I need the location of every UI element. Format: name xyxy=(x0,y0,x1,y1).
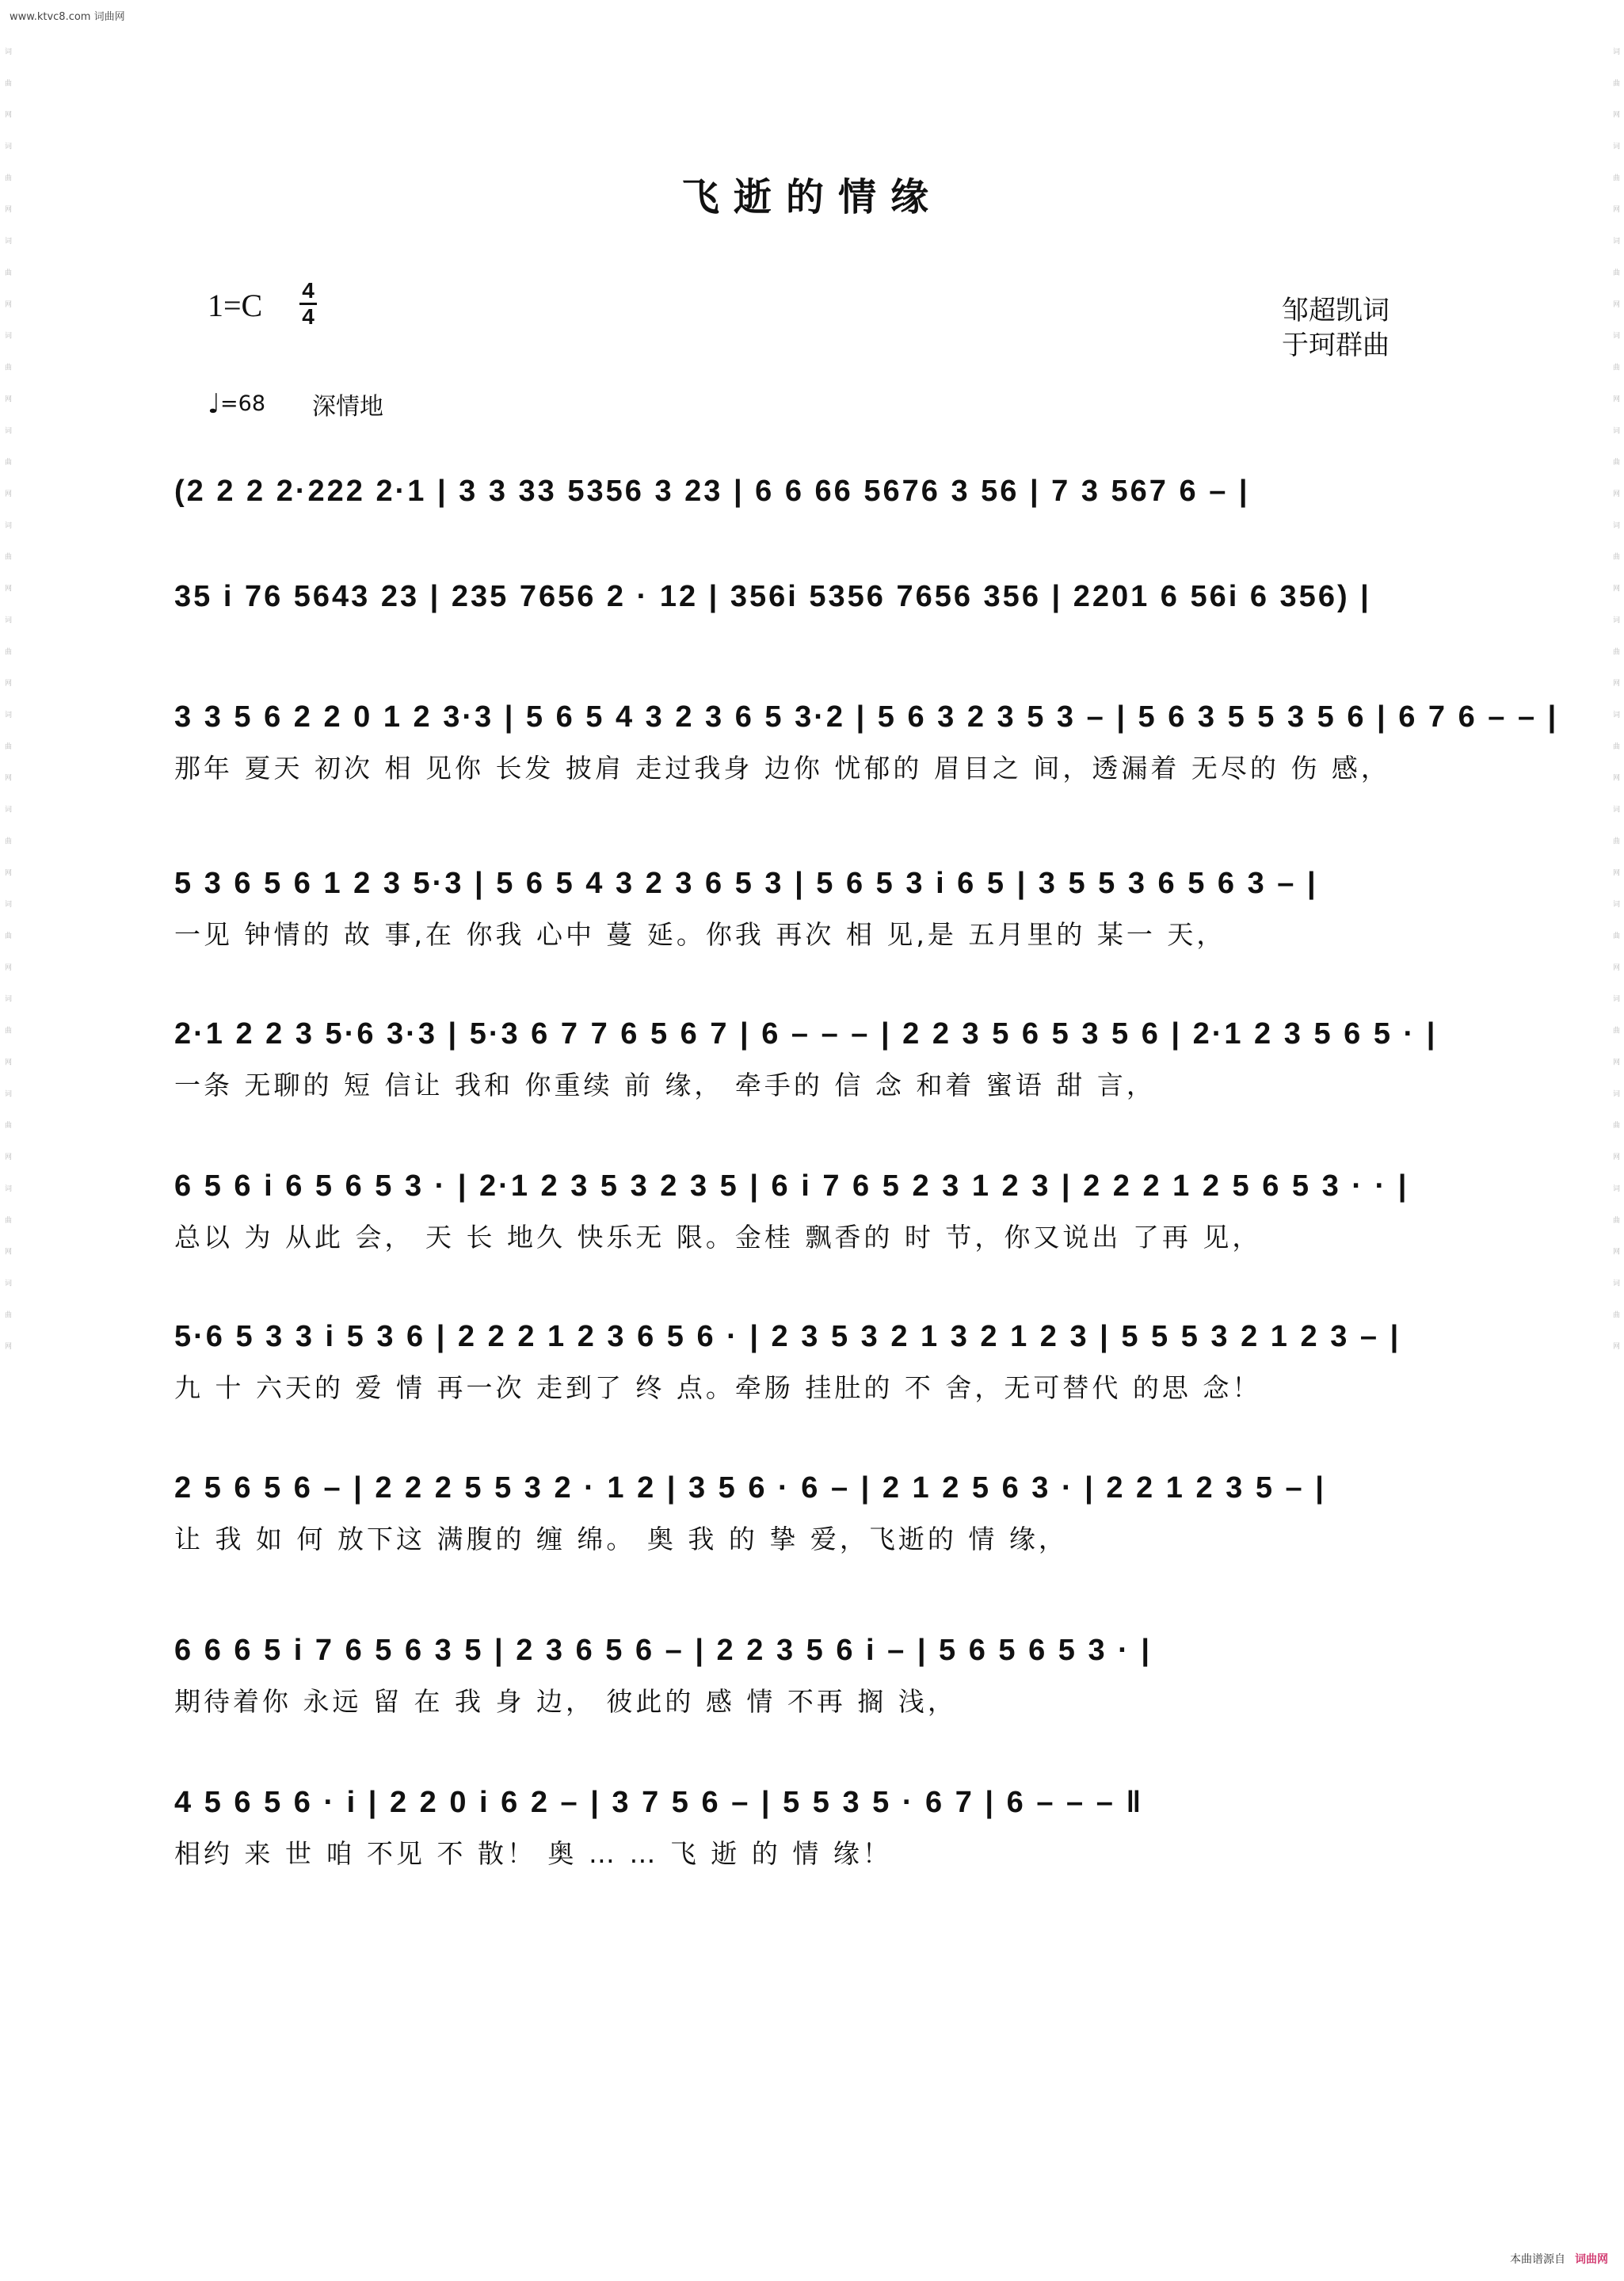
time-signature-bottom: 4 xyxy=(302,304,315,329)
tempo-bpm: =68 xyxy=(220,391,266,416)
notation-line xyxy=(174,1623,1451,1678)
tempo-marking xyxy=(208,388,265,420)
notation-text: 4 5 6 5 6 · i | 2 2 0 i 6 2 – | 3 7 5 6 – | 5 5 3 5 · 6 7 | 6 – – – ‖ xyxy=(174,1786,1144,1819)
notation-line xyxy=(174,1006,1451,1062)
song-title: 飞逝的情缘 xyxy=(680,175,943,219)
lyric-line: 期待着你 永远 留 在 我 身 边， 彼此的 感 情 不再 搁 浅， xyxy=(174,1686,957,1717)
notation-line xyxy=(174,1309,1451,1364)
lyric-line: 总以 为 从此 会， 天 长 地久 快乐无 限。金桂 飘香的 时 节，你又说出 了再 见， xyxy=(174,1222,1262,1253)
footer-brand[interactable]: 词曲网 xyxy=(1575,2253,1608,2266)
notation-line xyxy=(174,689,1559,745)
lyric-line: 那年 夏天 初次 相 见你 长发 披肩 走过我身 边你 忧郁的 眉目之 间，透漏着 无尽的 伤 感， xyxy=(174,753,1390,784)
notation-line xyxy=(174,856,1451,911)
notation-text: 35 i 76 5643 23 | 235 7656 2 · 12 | 356i 5356 7656 356 | 2201 6 56i 6 356) | xyxy=(174,580,1371,613)
composer: 于珂群曲 xyxy=(1282,330,1390,361)
notation-line xyxy=(174,463,1451,519)
quarter-note-icon: ♩ xyxy=(208,388,221,420)
watermark-right: 词 曲 网 词 曲 网 词 曲 网 词 曲 网 词 曲 网 词 曲 网 词 曲 网 词 曲 网 词 曲 网 词 曲 网 词 曲 网 词 曲 网 词 曲 网 词 曲 网 xyxy=(1611,48,1619,1361)
notation-line xyxy=(174,1775,1451,1830)
notation-text: 6 5 6 i 6 5 6 5 3 · | 2·1 2 3 5 3 2 3 5 | 6 i 7 6 5 2 3 1 2 3 | 2 2 2 1 2 5 6 5 3 · · | xyxy=(174,1169,1409,1203)
notation-text: 5 3 6 5 6 1 2 3 5·3 | 5 6 5 4 3 2 3 6 5 3 | 5 6 5 3 i 6 5 | 3 5 5 3 6 5 6 3 – | xyxy=(174,867,1318,900)
notation-text: 2·1 2 2 3 5·6 3·3 | 5·3 6 7 7 6 5 6 7 | 6 – – – | 2 2 3 5 6 5 3 5 6 | 2·1 2 3 5 6 5 · | xyxy=(174,1017,1438,1051)
key-signature: 1=C xyxy=(208,288,263,323)
notation-line xyxy=(174,1460,1451,1516)
music-system-8 xyxy=(174,1460,1451,1563)
music-system-3 xyxy=(174,689,1559,792)
site-tag: www.ktvc8.com 词曲网 xyxy=(10,11,125,23)
footer-text: 本曲谱源自 xyxy=(1510,2253,1565,2266)
footer xyxy=(1510,2251,1608,2267)
music-system-9 xyxy=(174,1623,1451,1726)
music-system-2 xyxy=(174,569,1451,672)
watermark-left: 词 曲 网 词 曲 网 词 曲 网 词 曲 网 词 曲 网 词 曲 网 词 曲 网 词 曲 网 词 曲 网 词 曲 网 词 曲 网 词 曲 网 词 曲 网 词 曲 网 xyxy=(3,48,11,1361)
notation-text: (2 2 2 2·222 2·1 | 3 3 33 5356 3 23 | 6 6 66 5676 3 56 | 7 3 567 6 – | xyxy=(174,475,1250,508)
credits xyxy=(1282,293,1390,363)
music-system-5 xyxy=(174,1006,1451,1109)
notation-line xyxy=(174,1158,1451,1214)
music-system-10 xyxy=(174,1775,1451,1878)
lyric-line: 九 十 六天的 爱 情 再一次 走到了 终 点。牵肠 挂肚的 不 舍，无可替代 的思 念！ xyxy=(174,1372,1262,1403)
music-system-4 xyxy=(174,856,1451,959)
music-system-7 xyxy=(174,1309,1451,1412)
notation-text: 6 6 6 5 i 7 6 5 6 3 5 | 2 3 6 5 6 – | 2 2 3 5 6 i – | 5 6 5 6 5 3 · | xyxy=(174,1634,1153,1667)
notation-text: 3 3 5 6 2 2 0 1 2 3·3 | 5 6 5 4 3 2 3 6 5 3·2 | 5 6 3 2 3 5 3 – | 5 6 3 5 5 3 5 6 | 6 7 6 – – | xyxy=(174,700,1559,734)
lyric-line: 让 我 如 何 放下这 满腹的 缠 绵。 奥 我 的 挚 爱，飞逝的 情 缘， xyxy=(174,1524,1068,1554)
lyric-line: 一条 无聊的 短 信让 我和 你重续 前 缘， 牵手的 信 念 和着 蜜语 甜 言， xyxy=(174,1070,1156,1100)
time-signature-top: 4 xyxy=(302,278,315,303)
music-system-6 xyxy=(174,1158,1451,1261)
notation-text: 5·6 5 3 3 i 5 3 6 | 2 2 2 1 2 3 6 5 6 · | 2 3 5 3 2 1 3 2 1 2 3 | 5 5 5 3 2 1 2 3 – | xyxy=(174,1320,1401,1353)
expression-marking: 深情地 xyxy=(312,393,383,421)
lyric-line: 相约 来 世 咱 不见 不 散！ 奥 … … 飞 逝 的 情 缘！ xyxy=(174,1838,892,1869)
music-system-1 xyxy=(174,463,1451,566)
lyricist: 邹超凯词 xyxy=(1282,295,1390,326)
lyric-line xyxy=(174,519,1451,566)
time-signature xyxy=(299,279,317,329)
notation-text: 2 5 6 5 6 – | 2 2 2 5 5 3 2 · 1 2 | 3 5 6 · 6 – | 2 1 2 5 6 3 · | 2 2 1 2 3 5 – | xyxy=(174,1471,1326,1505)
notation-line xyxy=(174,569,1451,624)
lyric-line: 一见 钟情的 故 事,在 你我 心中 蔓 延。你我 再次 相 见,是 五月里的 某一 天， xyxy=(174,919,1226,950)
lyric-line xyxy=(174,624,1451,672)
